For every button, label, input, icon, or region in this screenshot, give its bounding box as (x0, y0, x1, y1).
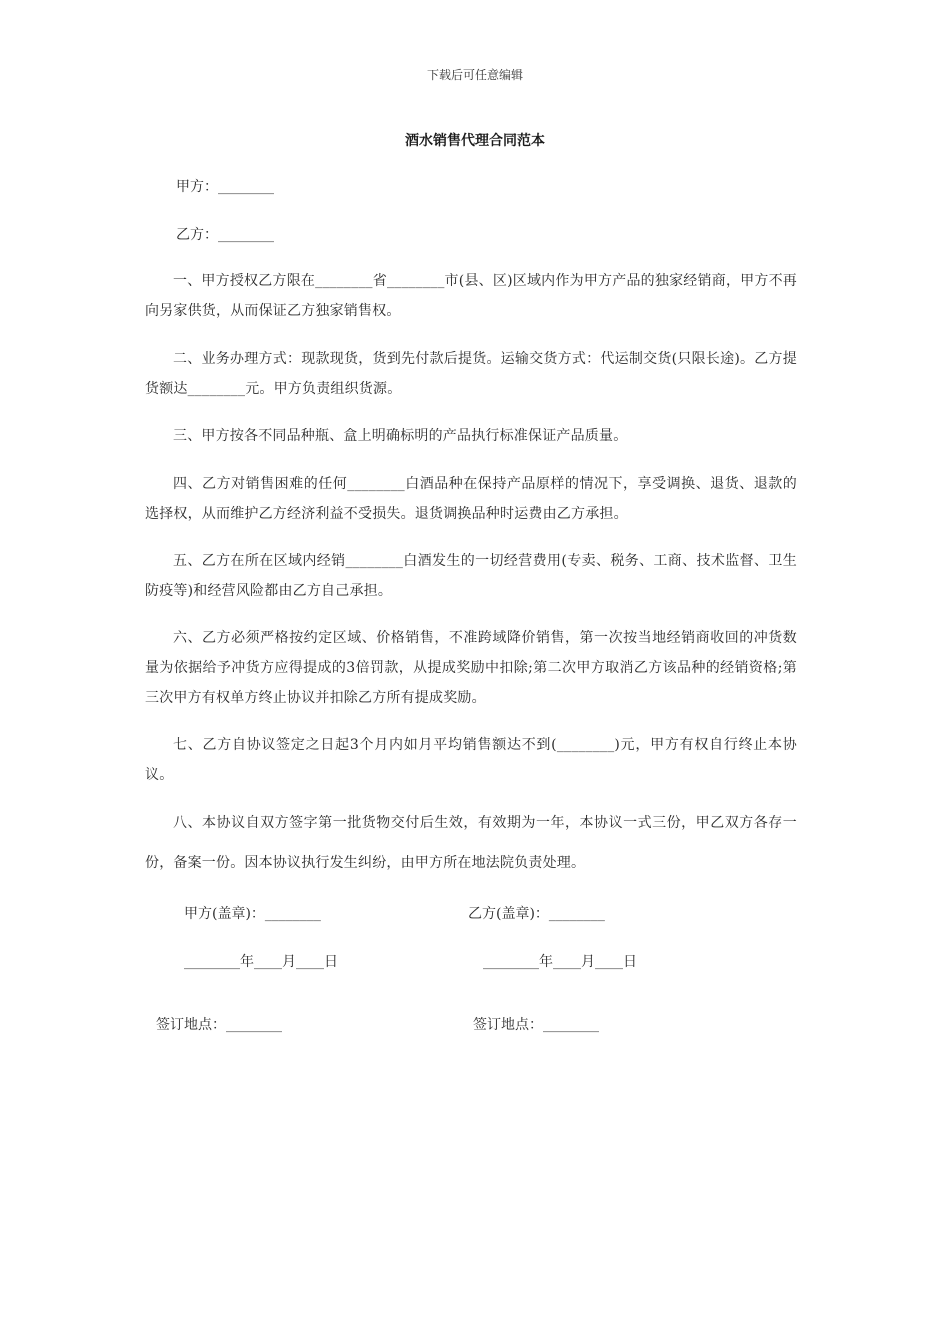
clause-5: 五、乙方在所在区域内经销________白酒发生的一切经营费用(专卖、税务、工商、技术监督、卫生防疫等)和经营风险都由乙方自己承担。 (145, 553, 797, 599)
clause-7: 七、乙方自协议签定之日起3个月内如月平均销售额达不到(________)元，甲方有权自行终止本协议。 (145, 737, 797, 783)
clause-6: 六、乙方必须严格按约定区域、价格销售，不准跨域降价销售，第一次按当地经销商收回的冲货数量为依据给予冲货方应得提成的3倍罚款，从提成奖励中扣除;第二次甲方取消乙方该品种的经销资格;第三次甲方有权单方终止协议并扣除乙方所有提成奖励。 (145, 630, 797, 706)
header-note: 下载后可任意编辑 (426, 68, 523, 82)
clause-3: 三、甲方按各不同品种瓶、盒上明确标明的产品执行标准保证产品质量。 (173, 428, 628, 444)
party-a-date: ________年____月____日 (184, 954, 338, 970)
party-a-place: 签订地点：________ (156, 1017, 282, 1033)
clause-2: 二、业务办理方式：现款现货，货到先付款后提货。运输交货方式：代运制交货(只限长途)。乙方提货额达________元。甲方负责组织货源。 (145, 351, 797, 397)
party-a-line: 甲方：________ (176, 179, 274, 195)
party-a-seal: 甲方(盖章)：________ (184, 906, 321, 922)
document-title: 酒水销售代理合同范本 (405, 133, 545, 149)
party-b-seal: 乙方(盖章)：________ (468, 906, 605, 922)
party-b-place: 签订地点：________ (473, 1017, 599, 1033)
clause-4: 四、乙方对销售困难的任何________白酒品种在保持产品原样的情况下，享受调换、退货、退款的选择权，从而维护乙方经济利益不受损失。退货调换品种时运费由乙方承担。 (145, 476, 797, 522)
clause-8: 八、本协议自双方签字第一批货物交付后生效，有效期为一年，本协议一式三份，甲乙双方各存一份，备案一份。因本协议执行发生纠纷，由甲方所在地法院负责处理。 (145, 815, 797, 871)
party-b-date: ________年____月____日 (483, 954, 637, 970)
clause-1: 一、甲方授权乙方限在________省________市(县、区)区域内作为甲方产品的独家经销商，甲方不再向另家供货，从而保证乙方独家销售权。 (145, 273, 797, 319)
party-b-line: 乙方：________ (176, 227, 274, 243)
